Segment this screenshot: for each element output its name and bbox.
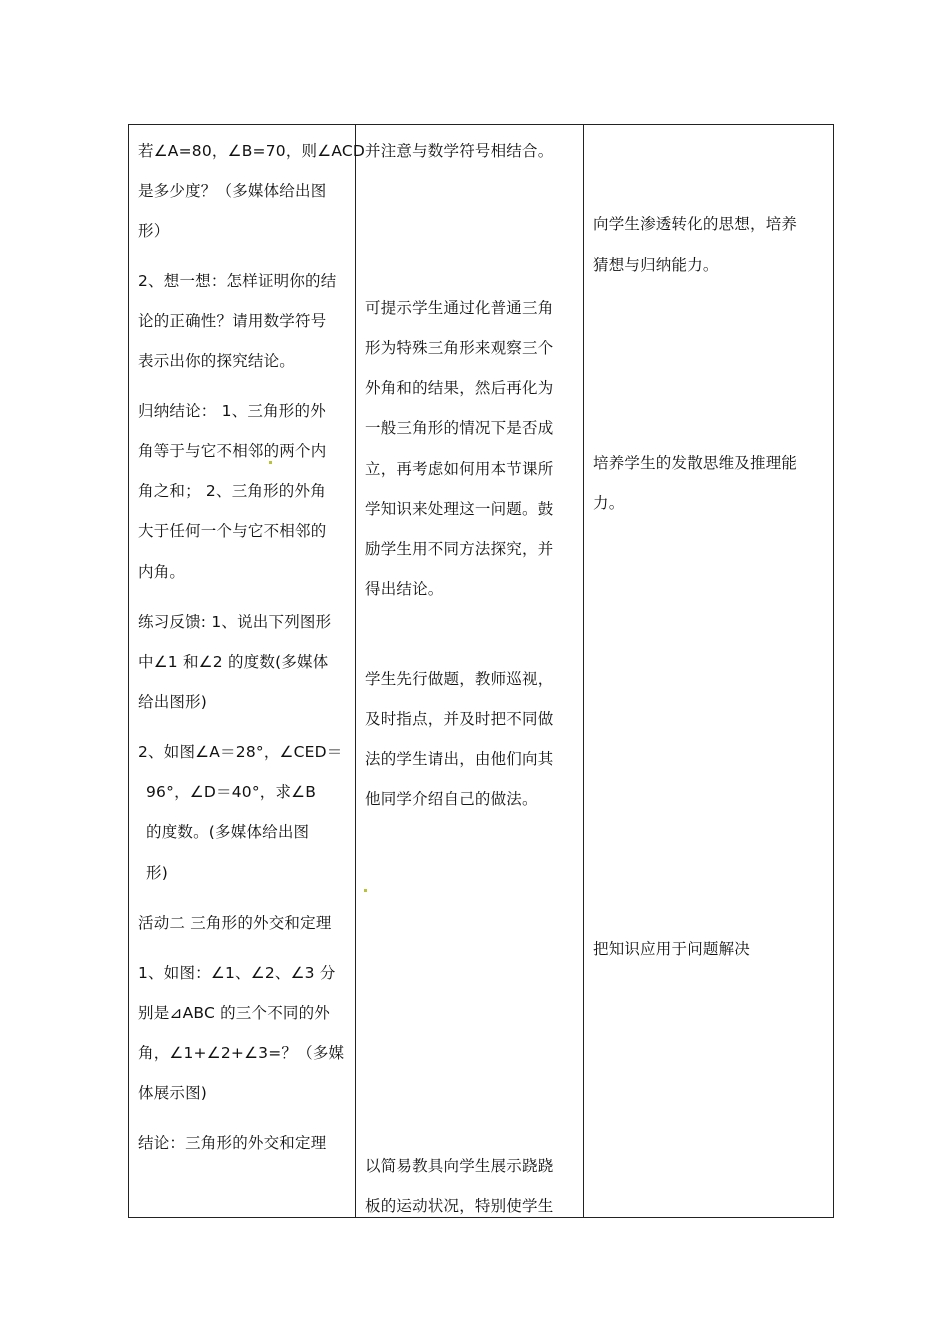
content-line: 练习反馈: 1、说出下列图形 xyxy=(138,613,332,631)
activity-line: 以简易教具向学生展示跷跷 xyxy=(365,1157,554,1175)
activity-line: 形为特殊三角形来观察三个 xyxy=(365,339,554,357)
content-line: 形) xyxy=(146,864,168,882)
content-line: 别是⊿ABC 的三个不同的外 xyxy=(138,1004,331,1022)
activity-line: 板的运动状况，特别使学生 xyxy=(365,1197,554,1215)
activity-line: 得出结论。 xyxy=(365,580,444,598)
content-line: 表示出你的探究结论。 xyxy=(138,352,296,370)
content-line: 结论：三角形的外交和定理 xyxy=(138,1134,327,1152)
content-line: 大于任何一个与它不相邻的 xyxy=(138,522,327,540)
design-intent-column xyxy=(584,125,833,1217)
activity-line: 法的学生请出，由他们向其 xyxy=(365,750,554,768)
activity-line: 立，再考虑如何用本节课所 xyxy=(365,460,554,478)
lesson-plan-table xyxy=(128,124,834,1218)
intent-line: 力。 xyxy=(593,494,625,512)
content-line: 角之和； 2、三角形的外角 xyxy=(138,482,326,500)
activity-line: 一般三角形的情况下是否成 xyxy=(365,419,554,437)
content-line: 内角。 xyxy=(138,563,186,581)
teaching-content-column xyxy=(129,125,366,1217)
activity-line: 外角和的结果，然后再化为 xyxy=(365,379,554,397)
content-line: 形） xyxy=(138,222,170,240)
content-line: 活动二 三角形的外交和定理 xyxy=(138,914,332,932)
stray-mark xyxy=(269,461,272,464)
content-line: 论的正确性？请用数学符号 xyxy=(138,312,327,330)
content-line: 2、如图∠A＝28°，∠CED＝ xyxy=(138,743,343,761)
activity-line: 他同学介绍自己的做法。 xyxy=(365,790,538,808)
intent-line: 把知识应用于问题解决 xyxy=(593,940,751,958)
content-line: 中∠1 和∠2 的度数(多媒体 xyxy=(138,653,329,671)
content-line: 是多少度？（多媒体给出图 xyxy=(138,182,327,200)
activity-line: 可提示学生通过化普通三角 xyxy=(365,299,554,317)
activity-line: 并注意与数学符号相结合。 xyxy=(365,142,554,160)
activity-line: 学知识来处理这一问题。鼓 xyxy=(365,500,554,518)
intent-line: 向学生渗透转化的思想，培养 xyxy=(593,215,798,233)
content-line: 角，∠1+∠2+∠3=？（多媒 xyxy=(138,1044,345,1062)
intent-line: 猜想与归纳能力。 xyxy=(593,256,719,274)
content-line: 2、想一想：怎样证明你的结 xyxy=(138,272,337,290)
content-line: 角等于与它不相邻的两个内 xyxy=(138,442,327,460)
content-line: 1、如图：∠1、∠2、∠3 分 xyxy=(138,964,336,982)
activity-line: 励学生用不同方法探究，并 xyxy=(365,540,554,558)
stray-mark xyxy=(364,889,367,892)
content-line: 体展示图) xyxy=(138,1084,208,1102)
content-line: 若∠A=80，∠B=70，则∠ACD xyxy=(138,142,366,160)
content-line: 96°，∠D＝40°，求∠B xyxy=(146,783,317,801)
content-line: 给出图形) xyxy=(138,693,208,711)
teacher-student-activity-column xyxy=(356,125,584,1217)
content-line: 的度数。(多媒体给出图 xyxy=(146,823,310,841)
activity-line: 及时指点，并及时把不同做 xyxy=(365,710,554,728)
activity-line: 学生先行做题，教师巡视， xyxy=(365,670,554,688)
content-line: 归纳结论： 1、三角形的外 xyxy=(138,402,326,420)
intent-line: 培养学生的发散思维及推理能 xyxy=(593,454,798,472)
